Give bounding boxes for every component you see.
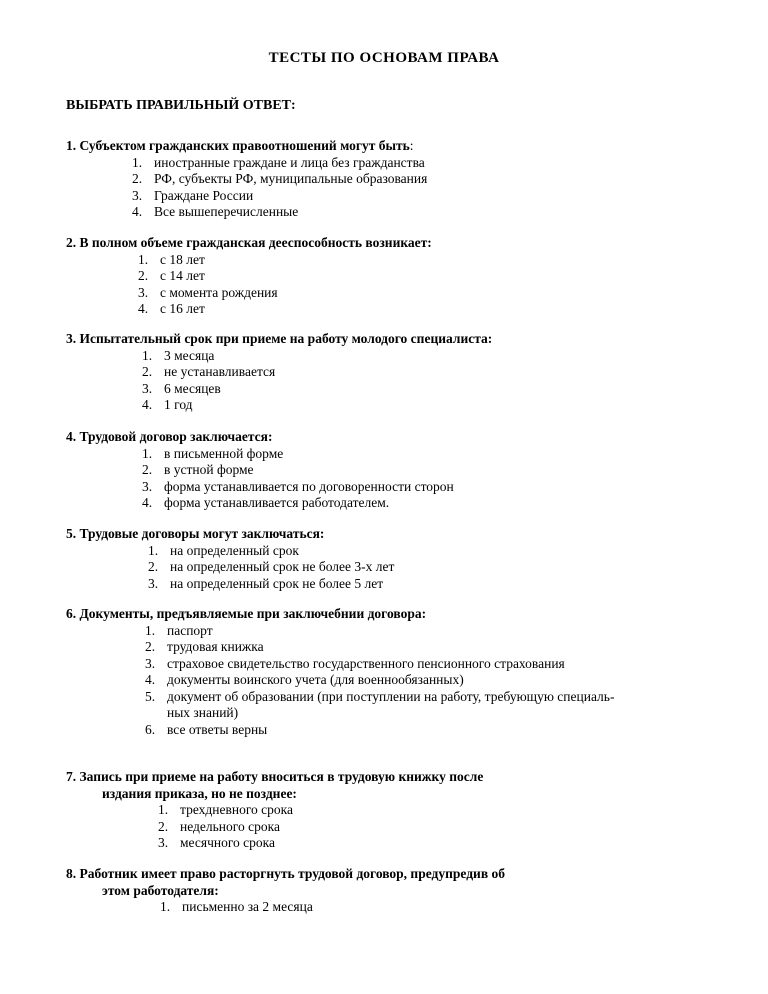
list-item: 5. документ об образовании (при поступлении на работу, требующую специаль- ных знаний) — [145, 688, 615, 720]
page-title: ТЕСТЫ ПО ОСНОВАМ ПРАВА — [268, 50, 500, 66]
list-item: 1. в письменной форме — [142, 445, 284, 461]
options-list — [138, 252, 432, 318]
list-item: 4. Все вышеперечисленные — [132, 204, 299, 219]
list-item: 2. с 14 лет — [138, 268, 205, 283]
question-text: 5. Трудовые договоры могут заключаться: — [66, 526, 325, 541]
options-list — [142, 348, 492, 414]
question-4 — [66, 429, 454, 512]
options-list — [158, 802, 483, 852]
list-item: 2. в устной форме — [142, 462, 254, 477]
list-item: 3. форма устанавливается по договоренности сторон — [142, 478, 454, 494]
list-item: 3. 6 месяцев — [142, 380, 221, 396]
list-item: 3. месячного срока — [158, 835, 276, 850]
question-text: 8. Работник имеет право расторгнуть трудовой договор, предупредив об этом работодателя: — [66, 866, 505, 898]
list-item: 1. 3 месяца — [142, 347, 215, 363]
options-list — [142, 446, 454, 512]
list-item: 2. не устанавливается — [142, 364, 276, 379]
list-item: 3. страховое свидетельство государственного пенсионного страхования — [145, 655, 565, 671]
list-item: 2. РФ, субъекты РФ, муниципальные образования — [132, 171, 428, 186]
question-5 — [66, 526, 394, 592]
question-text: 4. Трудовой договор заключается: — [66, 429, 273, 444]
list-item: 1. трехдневного срока — [158, 802, 293, 817]
list-item: 1. с 18 лет — [138, 251, 205, 267]
question-3 — [66, 331, 492, 414]
options-list — [148, 543, 394, 593]
list-item: 3. с момента рождения — [138, 284, 278, 300]
list-item: 2. недельного срока — [158, 818, 280, 834]
list-item: 1. иностранные граждане и лица без гражданства — [132, 154, 425, 170]
question-text: 7. Запись при приеме на работу вноситься в трудовую книжку после издания приказа, но не позднее: — [66, 769, 484, 801]
question-6 — [66, 606, 707, 738]
question-text: 1. Субъектом гражданских правоотношений могут быть: — [66, 138, 414, 153]
question-1 — [66, 138, 427, 221]
options-list — [145, 623, 707, 739]
question-text: 6. Документы, предъявляемые при заключебнии договора: — [66, 606, 427, 621]
list-item: 1. на определенный срок — [148, 542, 299, 558]
list-item: 4. 1 год — [142, 397, 193, 412]
list-item: 1. паспорт — [145, 622, 213, 638]
options-list — [132, 155, 427, 221]
question-2 — [66, 235, 432, 318]
list-item: 2. на определенный срок не более 3-х лет — [148, 559, 395, 574]
list-item: 4. с 16 лет — [138, 301, 205, 316]
instruction-heading: ВЫБРАТЬ ПРАВИЛЬНЫЙ ОТВЕТ: — [66, 98, 296, 113]
question-7 — [66, 769, 483, 852]
options-list — [160, 899, 505, 916]
question-text: 2. В полном объеме гражданская дееспособность возникает: — [66, 235, 432, 250]
list-item: 6. все ответы верны — [145, 721, 268, 737]
question-8 — [66, 866, 505, 916]
list-item: 1. письменно за 2 месяца — [160, 899, 313, 914]
list-item: 3. на определенный срок не более 5 лет — [148, 575, 384, 591]
list-item: 2. трудовая книжка — [145, 639, 264, 654]
list-item: 4. форма устанавливается работодателем. — [142, 495, 390, 510]
question-text: 3. Испытательный срок при приеме на работу молодого специалиста: — [66, 331, 493, 346]
list-item: 4. документы воинского учета (для военнообязанных) — [145, 672, 464, 687]
list-item: 3. Граждане России — [132, 187, 254, 203]
